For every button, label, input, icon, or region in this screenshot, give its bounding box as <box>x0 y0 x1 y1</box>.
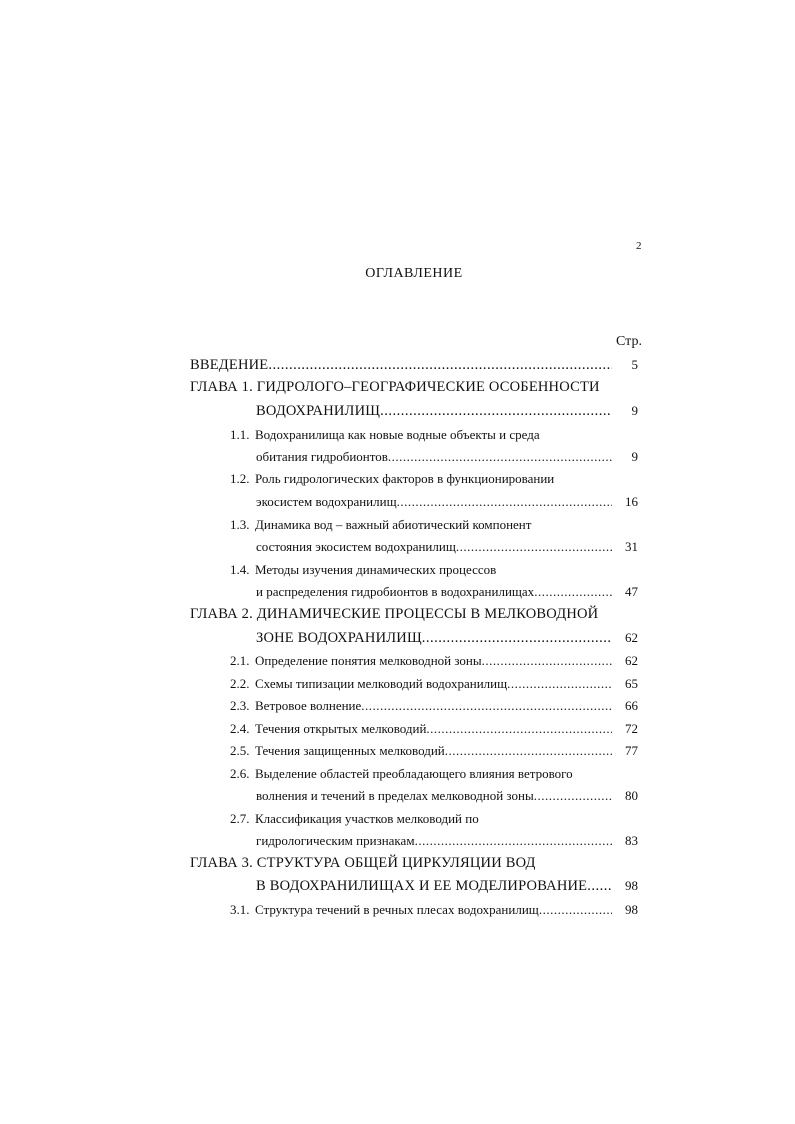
toc-entry-title: Методы изучения динамических процессов <box>255 562 497 577</box>
toc-section-1-3-continuation <box>256 538 612 556</box>
toc-section-1-2 <box>230 470 630 488</box>
toc-entry-title-continued: В ВОДОХРАНИЛИЩАХ И ЕЕ МОДЕЛИРОВАНИЕ <box>256 878 588 894</box>
toc-page-ref: 83 <box>625 833 638 848</box>
toc-page-ref: 5 <box>631 357 638 372</box>
toc-section-number: 2.4. <box>230 721 250 736</box>
page-column-header: Стр. <box>616 334 642 349</box>
toc-section-2-7 <box>230 810 630 828</box>
toc-entry-title-continued: и распределения гидробионтов в водохранилищах <box>256 584 535 599</box>
page-number: 2 <box>636 240 642 252</box>
toc-chapter-1-heading <box>190 378 630 396</box>
toc-page-ref: 65 <box>625 676 638 691</box>
toc-section-2-1 <box>230 652 612 670</box>
toc-section-2-3 <box>230 697 612 715</box>
toc-entry-title: Течения защищенных мелководий <box>255 743 445 758</box>
toc-section-2-4 <box>230 720 612 738</box>
toc-entry-title: Водохранилища как новые водные объекты и среда <box>255 427 540 442</box>
toc-page-ref: 80 <box>625 788 638 803</box>
toc-page-ref: 77 <box>625 743 638 758</box>
toc-entry-title-continued: состояния экосистем водохранилищ <box>256 539 456 554</box>
toc-entry-title-continued: экосистем водохранилищ <box>256 494 397 509</box>
toc-entry-title-continued: ВОДОХРАНИЛИЩ <box>256 403 381 419</box>
toc-section-number: 2.2. <box>230 676 250 691</box>
toc-page-ref: 47 <box>625 584 638 599</box>
toc-page-ref: 9 <box>631 403 638 418</box>
toc-section-number: 1.2. <box>230 471 250 486</box>
toc-entry-title: Классификация участков мелководий по <box>255 811 479 826</box>
toc-section-number: 2.3. <box>230 698 250 713</box>
toc-section-number: 2.5. <box>230 743 250 758</box>
toc-entry-title-continued: волнения и течений в пределах мелководной зоны <box>256 788 534 803</box>
toc-section-2-5 <box>230 742 612 760</box>
toc-chapter-prefix: ГЛАВА 1. <box>190 379 253 395</box>
toc-page-ref: 62 <box>625 630 638 645</box>
toc-page-ref: 98 <box>625 878 638 893</box>
toc-chapter-2-continuation <box>256 629 612 647</box>
toc-section-2-6 <box>230 765 630 783</box>
toc-entry-title: Динамика вод – важный абиотический компонент <box>255 517 532 532</box>
toc-section-1-4-continuation <box>256 583 612 601</box>
toc-page-ref: 98 <box>625 902 638 917</box>
toc-section-2-7-continuation <box>256 832 612 850</box>
toc-entry-title: Структура течений в речных плесах водохранилищ <box>255 902 539 917</box>
toc-section-number: 2.6. <box>230 766 250 781</box>
toc-entry-title: ВВЕДЕНИЕ <box>190 357 269 373</box>
toc-entry-title: Схемы типизации мелководий водохранилищ <box>255 676 508 691</box>
toc-entry-title: Выделение областей преобладающего влияния ветрового <box>255 766 573 781</box>
toc-section-number: 3.1. <box>230 902 250 917</box>
toc-page-ref: 16 <box>625 494 638 509</box>
toc-section-1-3 <box>230 516 630 534</box>
toc-section-number: 1.4. <box>230 562 250 577</box>
toc-section-number: 1.3. <box>230 517 250 532</box>
toc-chapter-2-heading <box>190 605 630 623</box>
toc-section-2-6-continuation <box>256 787 612 805</box>
toc-entry-title: Роль гидрологических факторов в функционировании <box>255 471 555 486</box>
toc-section-number: 2.1. <box>230 653 250 668</box>
toc-entry-title: Ветровое волнение <box>255 698 362 713</box>
toc-section-3-1 <box>230 901 612 919</box>
toc-entry-title-continued: обитания гидробионтов <box>256 449 388 464</box>
toc-entry-introduction <box>190 356 612 374</box>
toc-chapter-3-continuation <box>256 877 612 895</box>
toc-page-ref: 72 <box>625 721 638 736</box>
toc-chapter-prefix: ГЛАВА 3. <box>190 855 253 871</box>
toc-entry-title: ГИДРОЛОГО–ГЕОГРАФИЧЕСКИЕ ОСОБЕННОСТИ <box>256 379 600 395</box>
toc-entry-title-continued: гидрологическим признакам <box>256 833 415 848</box>
toc-section-number: 1.1. <box>230 427 250 442</box>
toc-page-ref: 62 <box>625 653 638 668</box>
toc-title: ОГЛАВЛЕНИЕ <box>365 266 463 281</box>
toc-section-1-1 <box>230 426 630 444</box>
toc-chapter-prefix: ГЛАВА 2. <box>190 606 253 622</box>
toc-page-ref: 66 <box>625 698 638 713</box>
toc-entry-title: Определение понятия мелководной зоны <box>255 653 482 668</box>
toc-section-1-4 <box>230 561 630 579</box>
toc-entry-title: Течения открытых мелководий <box>255 721 427 736</box>
toc-chapter-3-heading <box>190 854 630 872</box>
toc-chapter-1-continuation <box>256 402 612 420</box>
toc-page-ref: 31 <box>625 539 638 554</box>
toc-section-2-2 <box>230 675 612 693</box>
toc-section-1-2-continuation <box>256 493 612 511</box>
toc-entry-title: СТРУКТУРА ОБЩЕЙ ЦИРКУЛЯЦИИ ВОД <box>256 855 536 871</box>
toc-entry-title-continued: ЗОНЕ ВОДОХРАНИЛИЩ <box>256 630 422 646</box>
toc-entry-title: ДИНАМИЧЕСКИЕ ПРОЦЕССЫ В МЕЛКОВОДНОЙ <box>256 606 599 622</box>
toc-section-number: 2.7. <box>230 811 250 826</box>
toc-section-1-1-continuation <box>256 448 612 466</box>
toc-page-ref: 9 <box>631 449 638 464</box>
